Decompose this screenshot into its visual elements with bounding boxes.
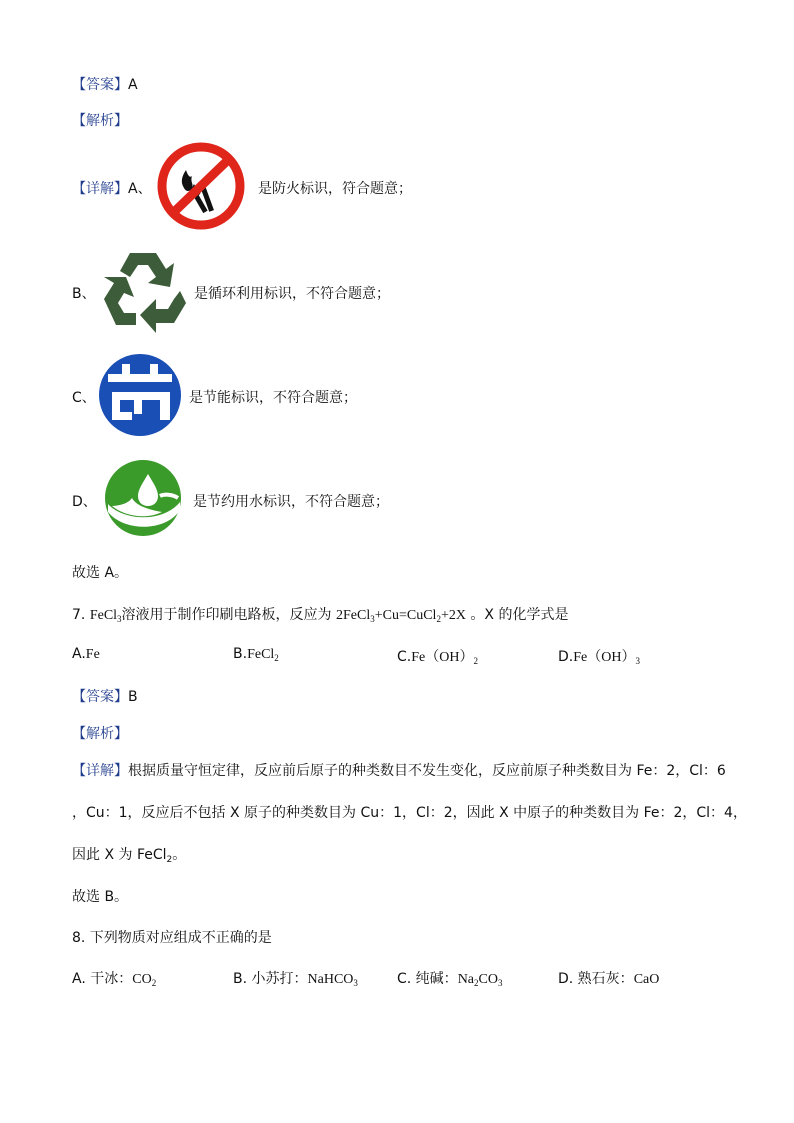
- q7-option-c: $C.Fe(OH)_2$: [397, 649, 478, 666]
- detail-tag: 【详解】: [72, 763, 128, 779]
- no-fire-sign-icon: [156, 142, 246, 230]
- answer-value: A: [128, 77, 138, 93]
- option-a-prefix: A、: [128, 181, 152, 197]
- q6-conclusion: 故选 A。: [72, 565, 129, 581]
- q7-detail-line-3: 因此 X 为 FeCl$_2$。: [72, 847, 187, 865]
- q8-option-a: A. 干冰：$CO_2$: [72, 971, 157, 988]
- recycle-icon: [100, 247, 188, 333]
- q7-detail-line-2: ，Cu：1，反应后不包括 X 原子的种类数目为 Cu：1，Cl：2，因此 X 中原子的种类数目为 Fe：2，Cl：4，: [72, 805, 747, 821]
- detail-tag: 【详解】: [72, 181, 128, 197]
- q7-analysis-tag: [72, 723, 128, 743]
- answer-value: B: [128, 689, 138, 705]
- answer-tag: 【答案】: [72, 77, 128, 93]
- q7-equation: 2FeCl$_3$+Cu=CuCl$_2$+2X: [336, 608, 466, 624]
- q7-stem: [72, 604, 568, 624]
- option-c-text: 是节能标识，不符合题意；: [189, 390, 357, 406]
- q6-analysis-tag: [72, 110, 128, 130]
- option-d-prefix: D、: [72, 494, 97, 510]
- q7-answer-line: [72, 686, 138, 706]
- q7-option-d: $D.Fe(OH)_3$: [558, 649, 640, 666]
- q7-stem-text: 溶液用于制作印刷电路板，反应为: [121, 607, 336, 623]
- q6-answer-line: [72, 74, 138, 94]
- option-a-text: 是防火标识，符合题意；: [258, 181, 412, 197]
- q7-stem-end: 。X 的化学式是: [465, 607, 569, 623]
- q7-formula-fecl3: FeCl$_3$: [89, 608, 122, 624]
- option-c-prefix: C、: [72, 390, 96, 406]
- answer-tag: 【答案】: [72, 689, 128, 705]
- q7-option-b: B.FeCl$_2$: [233, 646, 279, 663]
- q8-option-c: C. 纯碱：$Na_2CO_3$: [397, 971, 503, 988]
- option-b-prefix: B、: [72, 286, 96, 302]
- energy-saving-icon: [98, 352, 182, 438]
- water-saving-icon: [102, 458, 184, 538]
- q7-detail-line-1: 【详解】根据质量守恒定律，反应前后原子的种类数目不发生变化，反应前原子种类数目为 Fe：2，Cl：6: [72, 763, 726, 779]
- analysis-tag: 【解析】: [72, 113, 128, 129]
- q8-stem: 8. 下列物质对应组成不正确的是: [72, 930, 272, 946]
- q8-option-b: B. 小苏打：NaHCO$_3$: [233, 971, 358, 988]
- q8-option-d: D. 熟石灰：CaO: [558, 971, 660, 987]
- option-d-text: 是节约用水标识，不符合题意；: [193, 494, 389, 510]
- q7-conclusion: 故选 B。: [72, 889, 129, 905]
- analysis-tag: 【解析】: [72, 726, 128, 742]
- q6-detail-a-prefix: [72, 178, 152, 198]
- q7-number: 7.: [72, 607, 86, 623]
- option-b-text: 是循环利用标识，不符合题意；: [194, 286, 390, 302]
- q7-option-a: A.Fe: [72, 646, 100, 662]
